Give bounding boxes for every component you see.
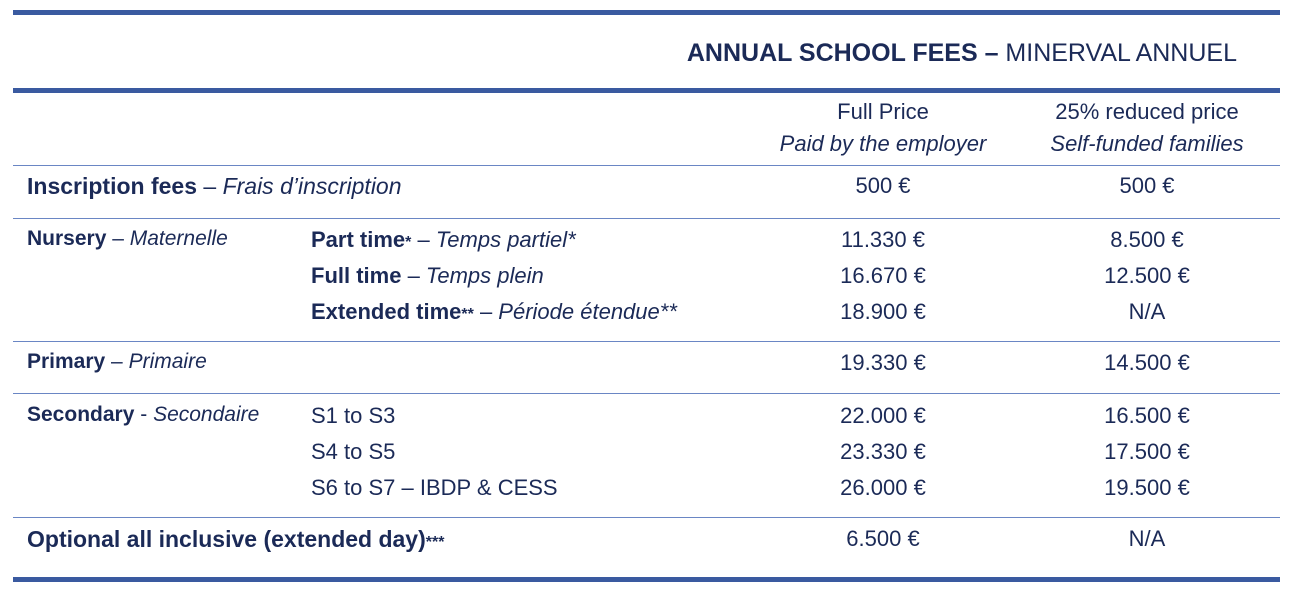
secondary-label-fr: Secondaire — [153, 403, 260, 426]
primary-reduced-price: 14.500 € — [1104, 350, 1190, 375]
full-time-label: Full time — [311, 263, 402, 288]
part-time-dash: – — [411, 227, 436, 252]
inscription-label-fr: Frais d’inscription — [222, 173, 402, 199]
inscription-label: Inscription fees — [27, 173, 197, 199]
inscription-row-label — [27, 173, 402, 199]
optional-reduced-price: N/A — [1128, 526, 1166, 551]
optional-row-label — [27, 526, 444, 556]
extended-time-mark: ** — [461, 306, 474, 323]
part-time-label-fr: Temps partiel* — [435, 227, 576, 252]
extended-time-dash: – — [473, 299, 499, 324]
header-full-price-label: Full Price — [837, 99, 929, 124]
full-time-dash: – — [401, 263, 426, 288]
full-time-reduced-price: 12.500 € — [1104, 263, 1190, 288]
title-bold: ANNUAL SCHOOL FEES – — [686, 39, 999, 67]
nursery-full-time-label — [311, 263, 544, 289]
title-rule — [13, 88, 1280, 93]
extended-time-label: Extended time — [311, 299, 462, 324]
nursery-dash: – — [106, 227, 130, 250]
header-full-price-sub: Paid by the employer — [779, 131, 987, 156]
nursery-label — [27, 226, 228, 252]
full-time-label-fr: Temps plein — [425, 263, 544, 288]
s4-s5-full-price: 23.330 € — [840, 439, 926, 464]
extended-time-label-fr: Période étendue** — [498, 299, 677, 324]
part-time-label: Part time — [311, 227, 406, 252]
s4-s5-reduced-price: 17.500 € — [1104, 439, 1190, 464]
secondary-dash: - — [134, 403, 154, 426]
secondary-label-en: Secondary — [27, 403, 135, 426]
extended-time-full-price: 18.900 € — [840, 299, 926, 324]
header-reduced-price — [1007, 96, 1287, 160]
nursery-label-en: Nursery — [27, 227, 107, 250]
secondary-s1-s3-label: S1 to S3 — [311, 403, 396, 428]
primary-full-price: 19.330 € — [840, 350, 926, 375]
nursery-label-fr: Maternelle — [129, 227, 228, 250]
nursery-part-time-label — [311, 227, 576, 256]
full-time-full-price: 16.670 € — [840, 263, 926, 288]
top-rule — [13, 10, 1280, 15]
secondary-divider — [13, 517, 1280, 518]
primary-divider — [13, 393, 1280, 394]
extended-time-reduced-price: N/A — [1128, 299, 1166, 324]
optional-label: Optional all inclusive (extended day) — [27, 526, 426, 552]
primary-label — [27, 349, 207, 375]
bottom-rule — [13, 577, 1280, 582]
secondary-s6-s7-label: S6 to S7 – IBDP & CESS — [311, 475, 558, 500]
header-full-price — [743, 96, 1023, 160]
header-divider — [13, 165, 1280, 166]
s1-s3-full-price: 22.000 € — [840, 403, 926, 428]
primary-label-fr: Primaire — [128, 350, 207, 373]
s6-s7-reduced-price: 19.500 € — [1104, 475, 1190, 500]
part-time-reduced-price: 8.500 € — [1110, 227, 1184, 252]
header-reduced-price-label: 25% reduced price — [1055, 99, 1239, 124]
primary-label-en: Primary — [27, 350, 106, 373]
optional-full-price: 6.500 € — [846, 526, 920, 551]
inscription-full-price: 500 € — [855, 173, 911, 198]
title-regular: MINERVAL ANNUEL — [998, 39, 1237, 67]
optional-mark: *** — [425, 534, 445, 551]
nursery-divider — [13, 341, 1280, 342]
primary-dash: – — [105, 350, 129, 373]
secondary-label — [27, 402, 259, 428]
page-title — [687, 38, 1237, 68]
s6-s7-full-price: 26.000 € — [840, 475, 926, 500]
inscription-dash: – — [196, 173, 223, 199]
part-time-full-price: 11.330 € — [840, 227, 925, 252]
nursery-extended-time-label — [311, 299, 677, 328]
secondary-s4-s5-label: S4 to S5 — [311, 439, 396, 464]
s1-s3-reduced-price: 16.500 € — [1104, 403, 1190, 428]
inscription-divider — [13, 218, 1280, 219]
header-reduced-price-sub: Self-funded families — [1050, 131, 1244, 156]
inscription-reduced-price: 500 € — [1119, 173, 1175, 198]
part-time-mark: * — [405, 234, 412, 251]
